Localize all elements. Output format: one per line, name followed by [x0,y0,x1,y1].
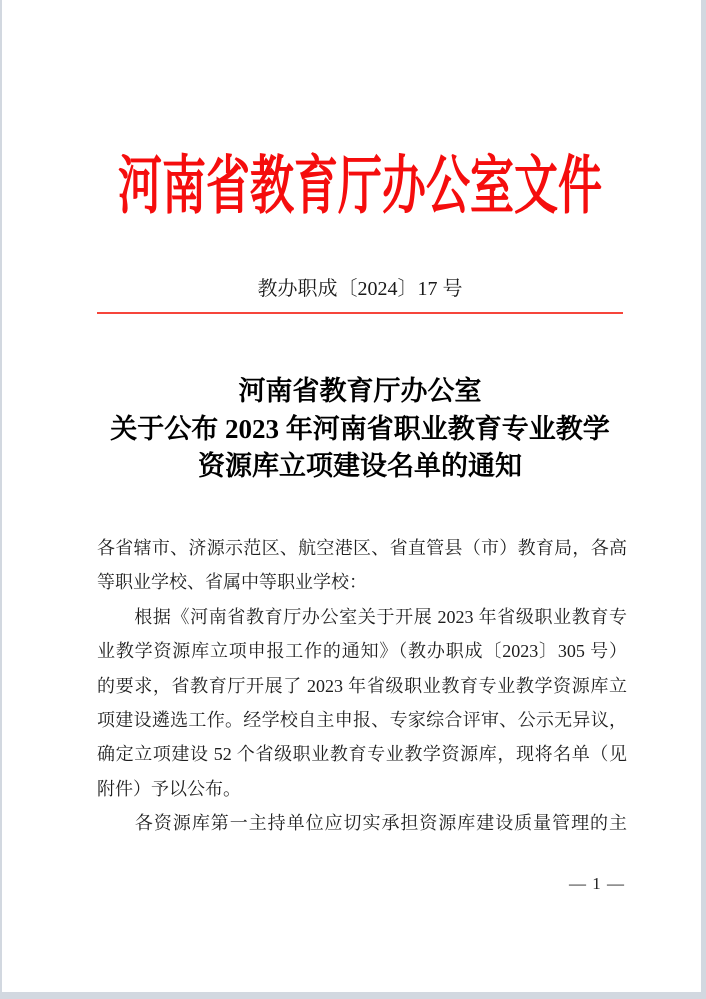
body-line: 附件）予以公布。 [97,778,241,799]
letterhead-banner-title: 河南省教育厅办公室文件 [118,150,602,222]
body-line: 项建设遴选工作。经学校自主申报、专家综合评审、公示无异议， [97,710,627,731]
notice-title-line-3: 资源库立项建设名单的通知 [198,451,522,481]
body-line: 根据《河南省教育厅办公室关于开展 2023 年省级职业教育专 [97,606,627,627]
body-line: 各资源库第一主持单位应切实承担资源库建设质量管理的主 [97,813,627,834]
page-number: — 1 — [569,874,625,893]
body-line: 业教学资源库立项申报工作的通知》（教办职成〔2023〕305 号） [97,641,627,662]
body-line: 各省辖市、济源示范区、航空港区、省直管县（市）教育局，各高 [97,538,627,558]
document-reference-number: 教办职成〔2024〕17 号 [257,278,463,300]
body-text [97,531,627,841]
notice-title-line-2: 关于公布 2023 年河南省职业教育专业教学 [110,413,610,444]
body-line: 确定立项建设 52 个省级职业教育专业教学资源库，现将名单（见 [97,744,627,765]
body-line: 的要求，省教育厅开展了 2023 年省级职业教育专业教学资源库立 [97,675,627,696]
document-page [2,0,701,992]
red-divider-rule [97,312,623,314]
notice-title-line-1: 河南省教育厅办公室 [238,376,482,406]
body-line: 等职业学校、省属中等职业学校： [97,572,367,593]
notice-title [95,373,625,486]
